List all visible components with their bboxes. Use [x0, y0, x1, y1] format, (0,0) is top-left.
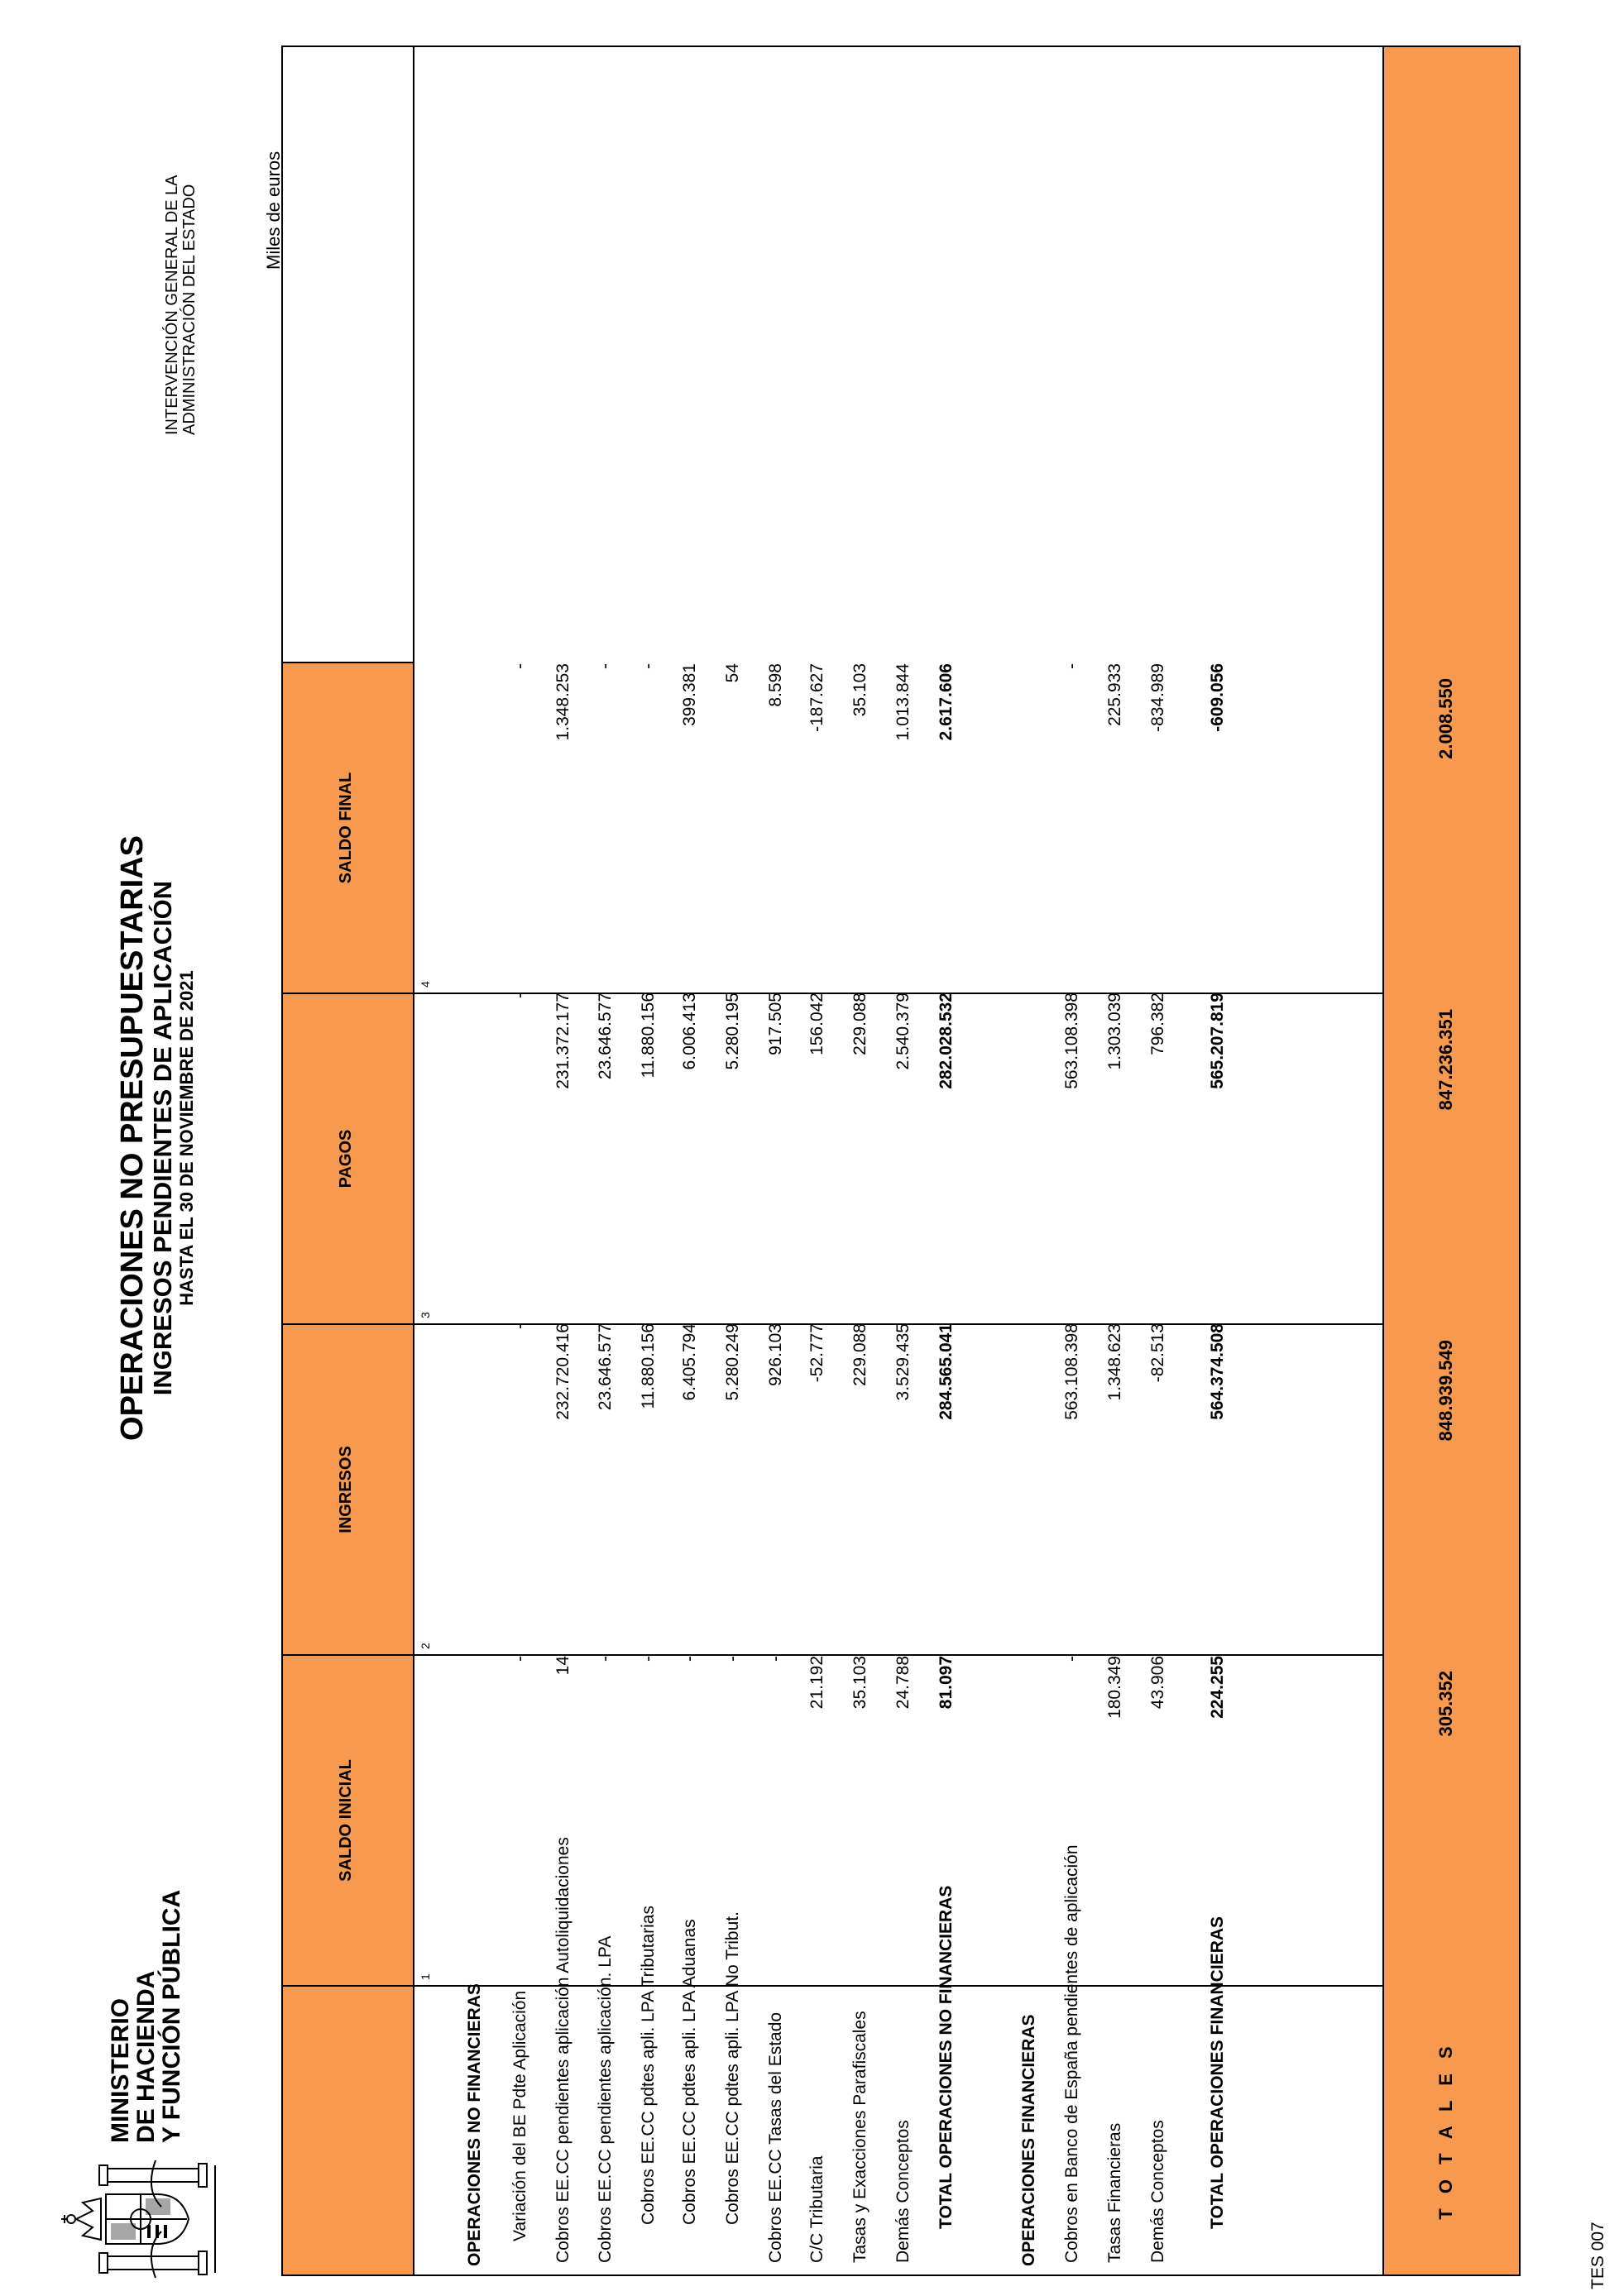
- report-date: HASTA EL 30 DE NOVIEMBRE DE 2021: [176, 970, 197, 1306]
- row-value: 21.192: [807, 1656, 826, 1710]
- row-value: 24.788: [893, 1656, 913, 1710]
- header-label-cell: [283, 1985, 414, 2274]
- row-value: 23.646.577: [596, 993, 615, 1080]
- row-value: 225.933: [1105, 663, 1124, 726]
- igae-name: [164, 175, 199, 435]
- table-row: [639, 47, 663, 2274]
- row-value: -: [1062, 1656, 1081, 1662]
- row-value: 23.646.577: [596, 1323, 615, 1411]
- row-label: C/C Tributaria: [807, 2155, 826, 2263]
- ministry-line: MINISTERIO: [107, 1997, 134, 2143]
- ministry-line: DE HACIENDA: [132, 1970, 160, 2143]
- coat-of-arms-icon: [58, 2157, 223, 2281]
- table-row: [1148, 47, 1173, 2274]
- row-value: -: [596, 1656, 615, 1662]
- page-subtitle: INGRESOS PENDIENTES DE APLICACIÓN: [148, 880, 177, 1396]
- table-row: [680, 47, 705, 2274]
- totals-row: [1382, 47, 1519, 2274]
- data-table: [281, 45, 1521, 2276]
- row-value: -52.777: [807, 1323, 826, 1383]
- igae-line: ADMINISTRACIÓN DEL ESTADO: [180, 184, 199, 435]
- row-label: Tasas y Exacciones Parafiscales: [850, 2011, 869, 2263]
- row-value: 6.405.794: [680, 1323, 699, 1401]
- table-row: [893, 47, 918, 2274]
- column-number: 4: [419, 981, 432, 988]
- column-header: INGRESOS: [337, 1446, 355, 1533]
- row-value: 229.088: [850, 1323, 869, 1386]
- row-value: -: [596, 663, 615, 669]
- row-value: 81.097: [937, 1656, 956, 1710]
- row-value: 11.880.156: [639, 1323, 658, 1409]
- row-value: 5.280.249: [723, 1323, 742, 1401]
- column-header: PAGOS: [337, 1129, 355, 1189]
- total-saldo-inicial: 305.352: [1435, 1671, 1456, 1737]
- row-label: TOTAL OPERACIONES FINANCIERAS: [1208, 1916, 1227, 2229]
- header-ingresos: [283, 1323, 414, 1654]
- row-label: Cobros EE.CC pendientes aplicación Autoliquidaciones: [553, 1837, 572, 2263]
- row-value: -609.056: [1208, 663, 1227, 732]
- table-row: [1019, 47, 1044, 2274]
- row-value: 917.505: [766, 993, 785, 1055]
- row-value: 232.720.416: [553, 1323, 572, 1420]
- header-saldo-final: [283, 662, 414, 993]
- row-label: Cobros EE.CC pdtes apli. LPA Aduanas: [680, 1919, 699, 2225]
- row-value: 282.028.532: [937, 993, 956, 1089]
- row-value: -834.989: [1148, 663, 1167, 732]
- row-value: -: [766, 1656, 785, 1662]
- column-header: SALDO INICIAL: [337, 1759, 355, 1882]
- table-row: [510, 47, 535, 2274]
- row-label: TOTAL OPERACIONES NO FINANCIERAS: [937, 1885, 956, 2229]
- row-value: 1.303.039: [1105, 993, 1124, 1070]
- row-label: Demás Conceptos: [1148, 2120, 1167, 2263]
- report-code: TES 007: [1588, 2222, 1607, 2289]
- row-value: -: [510, 993, 529, 998]
- table-row: [1208, 47, 1233, 2274]
- row-value: 54: [723, 663, 742, 683]
- table-row: [766, 47, 791, 2274]
- row-label: Variación del BE Pdte Aplicación: [510, 1990, 529, 2241]
- column-number: 3: [419, 1312, 432, 1318]
- row-value: 1.013.844: [893, 663, 913, 741]
- header-divider: [413, 47, 414, 2274]
- row-value: 8.598: [766, 663, 785, 707]
- row-value: 35.103: [850, 663, 869, 717]
- row-label: Cobros EE.CC pdtes apli. LPA Tributarias: [639, 1906, 658, 2225]
- row-value: -: [510, 1323, 529, 1329]
- row-value: 564.374.508: [1208, 1323, 1227, 1420]
- row-value: 180.349: [1105, 1656, 1124, 1719]
- row-value: 2.617.606: [937, 663, 956, 741]
- table-row: [850, 47, 875, 2274]
- row-value: -: [723, 1656, 742, 1662]
- table-row: [937, 47, 961, 2274]
- row-value: 563.108.398: [1062, 993, 1081, 1089]
- row-value: 156.042: [807, 993, 826, 1055]
- page-title: OPERACIONES NO PRESUPUESTARIAS: [115, 835, 150, 1441]
- report-titles: [116, 559, 198, 1717]
- row-value: -: [680, 1656, 699, 1662]
- column-number: 1: [419, 1973, 432, 1980]
- row-label: Cobros EE.CC Tasas del Estado: [766, 2011, 785, 2263]
- row-value: -: [639, 663, 658, 669]
- row-value: 2.540.379: [893, 993, 913, 1070]
- row-label: Cobros en Banco de España pendientes de aplicación: [1062, 1844, 1081, 2263]
- table-row: [807, 47, 832, 2274]
- row-value: 1.348.253: [553, 663, 572, 741]
- row-value: 224.255: [1208, 1656, 1227, 1719]
- row-value: 3.529.435: [893, 1323, 913, 1401]
- table-row: [723, 47, 748, 2274]
- igae-line: INTERVENCIÓN GENERAL DE LA: [163, 175, 181, 435]
- row-value: 796.382: [1148, 993, 1167, 1055]
- table-row: [465, 47, 490, 2274]
- ministry-line: Y FUNCIÓN PÚBLICA: [158, 1889, 185, 2143]
- total-pagos: 847.236.351: [1435, 1009, 1456, 1111]
- row-value: 14: [553, 1656, 572, 1676]
- row-value: 284.565.041: [937, 1323, 956, 1420]
- row-value: 11.880.156: [639, 993, 658, 1079]
- column-number: 2: [419, 1643, 432, 1649]
- total-ingresos: 848.939.549: [1435, 1340, 1456, 1442]
- row-value: 35.103: [850, 1656, 869, 1710]
- row-value: -82.513: [1148, 1323, 1167, 1383]
- table-row: [596, 47, 620, 2274]
- row-value: 399.381: [680, 663, 699, 726]
- ministry-name: [108, 1890, 184, 2143]
- row-label: Cobros EE.CC pdtes apli. LPA No Tribut.: [723, 1911, 742, 2225]
- row-value: 926.103: [766, 1323, 785, 1386]
- row-label: Tasas Financieras: [1105, 2122, 1124, 2263]
- total-saldo-final: 2.008.550: [1435, 678, 1456, 759]
- row-value: 563.108.398: [1062, 1323, 1081, 1420]
- row-value: -: [510, 663, 529, 669]
- row-value: 5.280.195: [723, 993, 742, 1070]
- header-saldo-inicial: [283, 1654, 414, 1985]
- header-pagos: [283, 993, 414, 1323]
- row-value: 43.906: [1148, 1656, 1167, 1710]
- row-label: Demás Conceptos: [893, 2120, 913, 2263]
- row-label: OPERACIONES FINANCIERAS: [1019, 2014, 1038, 2266]
- row-label: OPERACIONES NO FINANCIERAS: [465, 1983, 484, 2266]
- row-value: 1.348.623: [1105, 1323, 1124, 1401]
- table-row: [1062, 47, 1087, 2274]
- totals-label: T O T A L E S: [1435, 2041, 1456, 2220]
- row-value: -187.627: [807, 663, 826, 732]
- row-value: 229.088: [850, 993, 869, 1055]
- row-value: -: [1062, 663, 1081, 669]
- table-row: [553, 47, 578, 2274]
- column-header: SALDO FINAL: [337, 772, 355, 884]
- row-label: Cobros EE.CC pendientes aplicación. LPA: [596, 1935, 615, 2263]
- row-value: 231.372.177: [553, 993, 572, 1089]
- row-value: -: [639, 1656, 658, 1662]
- row-value: -: [510, 1656, 529, 1662]
- row-value: 565.207.819: [1208, 993, 1227, 1089]
- table-row: [1105, 47, 1130, 2274]
- units-label: Miles de euros: [263, 151, 284, 270]
- row-value: 6.006.413: [680, 993, 699, 1070]
